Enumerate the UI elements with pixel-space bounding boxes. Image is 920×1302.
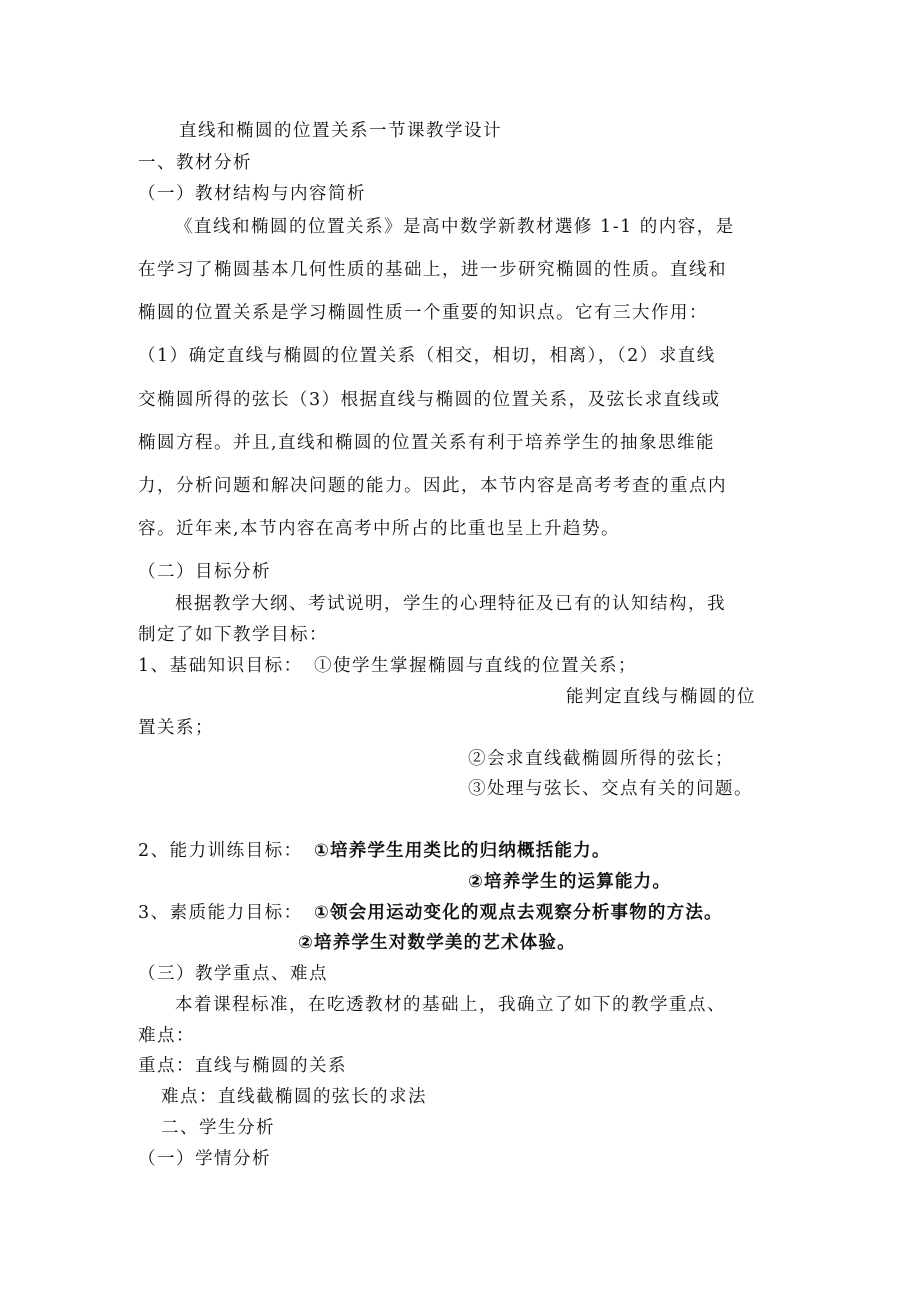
paragraph-line: 根据教学大纲、考试说明，学生的心理特征及已有的认知结构，我	[175, 594, 726, 614]
paragraph-line: 在学习了椭圆基本几何性质的基础上，进一步研究椭圆的性质。直线和	[138, 260, 727, 280]
subsection-heading-key-difficult: （三）教学重点、难点	[138, 964, 328, 984]
subsection-heading-goals: （二）目标分析	[138, 562, 271, 582]
goal-2-item-1: ①培养学生用类比的归纳概括能力。	[314, 841, 611, 861]
document-title: 直线和椭圆的位置关系一节课教学设计	[179, 121, 502, 141]
goal-1-item-2: ②会求直线截椭圆所得的弦长；	[468, 749, 734, 769]
difficult-point: 难点：直线截椭圆的弦长的求法	[161, 1087, 427, 1107]
paragraph-line: 容。近年来,本节内容在高考中所占的比重也呈上升趋势。	[138, 519, 621, 539]
paragraph-line: 难点：	[138, 1026, 195, 1046]
paragraph-line: 椭圆方程。并且,直线和椭圆的位置关系有利于培养学生的抽象思维能	[138, 433, 716, 453]
paragraph-line: 本着课程标准，在吃透教材的基础上，我确立了如下的教学重点、	[175, 995, 726, 1015]
paragraph-line: 制定了如下教学目标：	[138, 625, 328, 645]
paragraph-line: 椭圆的位置关系是学习椭圆性质一个重要的知识点。它有三大作用：	[138, 303, 708, 323]
goal-3-label: 3、素质能力目标：	[138, 903, 303, 923]
subsection-heading-structure: （一）教材结构与内容简析	[138, 184, 366, 204]
goal-3-item-1: ①领会用运动变化的观点去观察分析事物的方法。	[314, 903, 723, 923]
subsection-heading-learning-situation: （一）学情分析	[138, 1149, 271, 1169]
goal-2-item-2: ②培养学生的运算能力。	[468, 872, 672, 892]
goal-1-item-3: ③处理与弦长、交点有关的问题。	[468, 779, 753, 799]
key-point: 重点：直线与椭圆的关系	[138, 1056, 347, 1076]
goal-1-item-1-continued: 能判定直线与椭圆的位	[566, 687, 756, 707]
goal-1-item-1-continued-2: 置关系；	[138, 718, 214, 738]
paragraph-line: （1）确定直线与椭圆的位置关系（相交，相切，相离），（2）求直线	[138, 346, 716, 366]
goal-2-label: 2、能力训练目标：	[138, 841, 303, 861]
goal-1-item-1: ①使学生掌握椭圆与直线的位置关系；	[314, 656, 637, 676]
goal-1-label: 1、基础知识目标：	[138, 656, 303, 676]
paragraph-line: 力，分析问题和解决问题的能力。因此，本节内容是高考考查的重点内	[138, 476, 727, 496]
paragraph-line: 交椭圆所得的弦长（3）根据直线与椭圆的位置关系，及弦长求直线或	[138, 390, 721, 410]
section-heading-textbook-analysis: 一、教材分析	[138, 153, 252, 173]
goal-3-item-2: ②培养学生对数学美的艺术体验。	[298, 933, 576, 953]
paragraph-line: 《直线和椭圆的位置关系》是高中数学新教材選修 1-1 的内容，是	[175, 217, 735, 237]
section-heading-student-analysis: 二、学生分析	[161, 1118, 275, 1138]
